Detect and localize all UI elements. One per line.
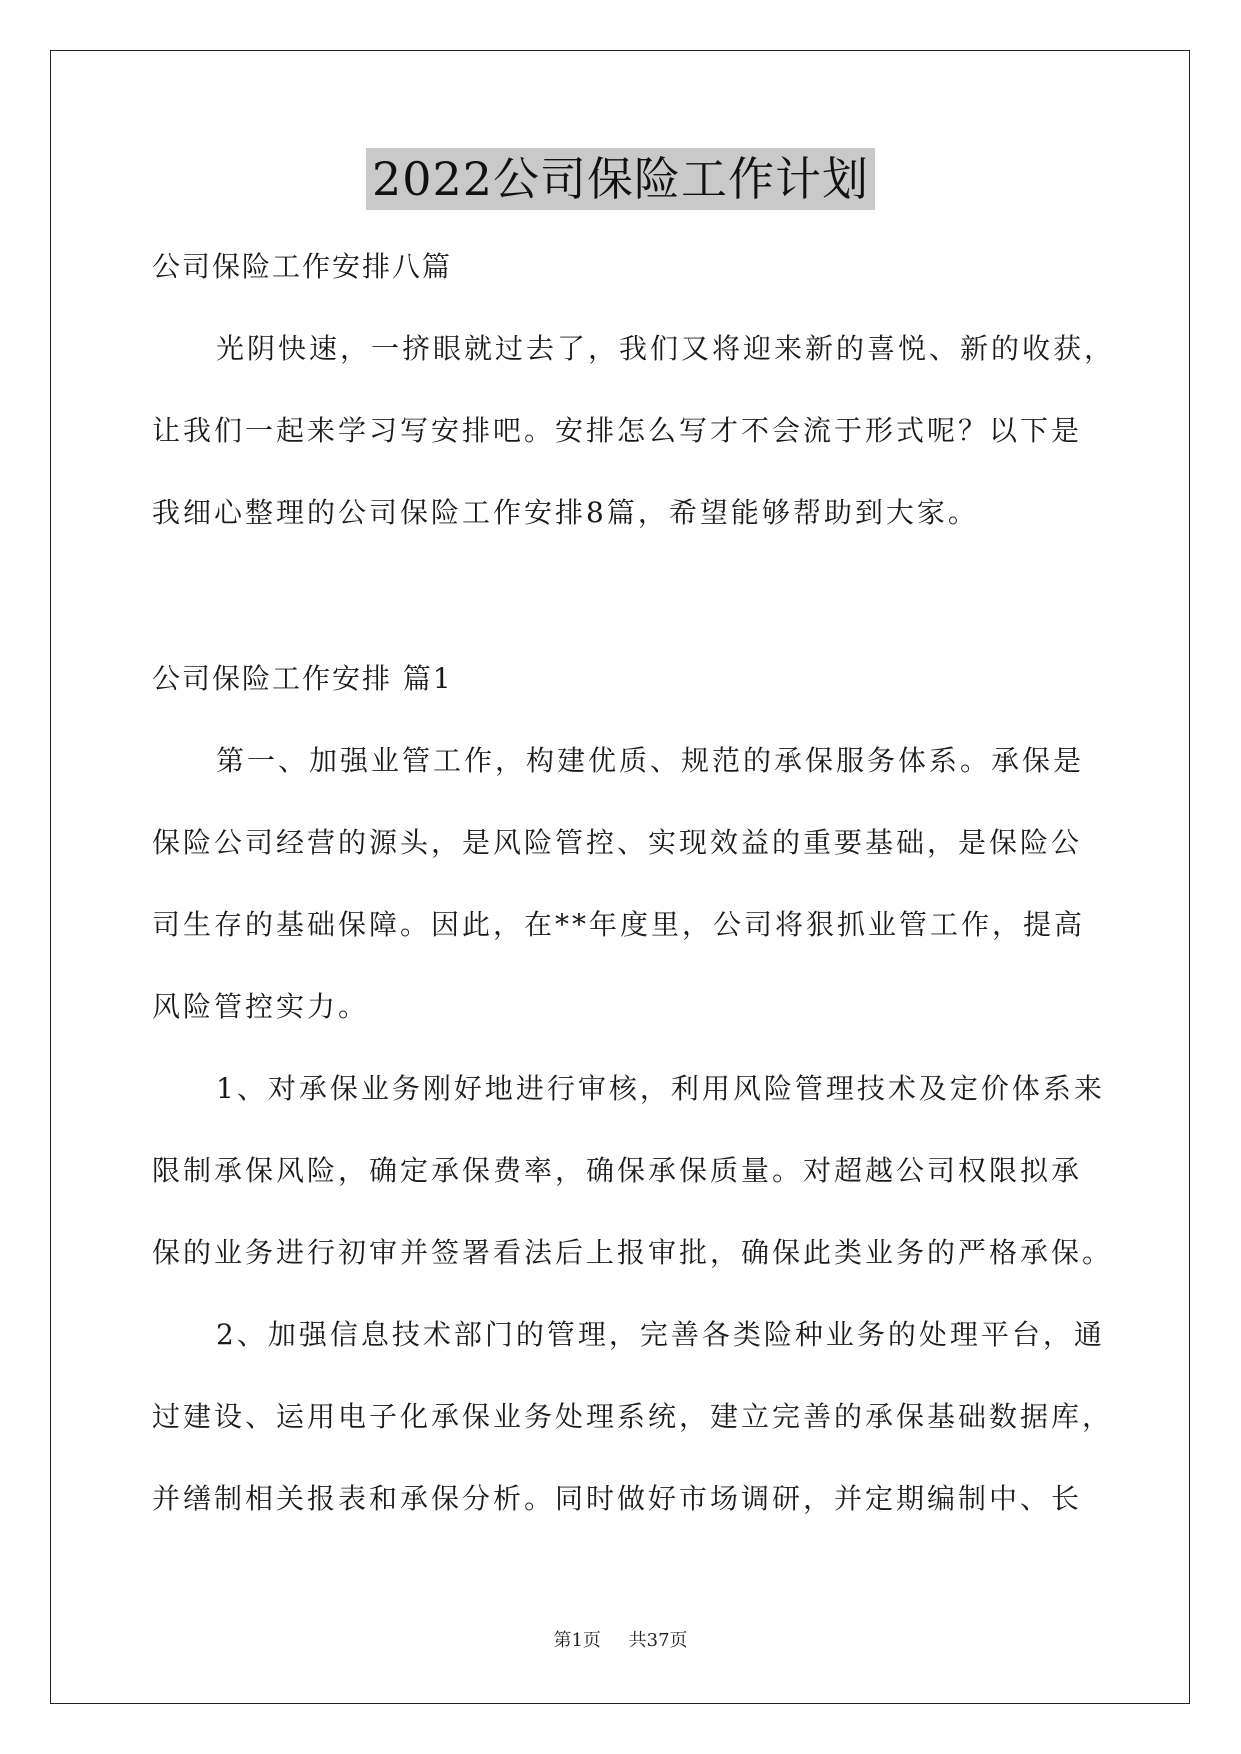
intro-paragraph <box>152 308 1116 554</box>
paragraph-2 <box>152 1048 1114 1294</box>
paragraph-1 <box>152 720 1092 1048</box>
page-number: 第1页 <box>553 1630 601 1651</box>
text-line: 并缮制相关报表和承保分析。同时做好市场调研，并定期编制中、长 <box>152 1482 1083 1515</box>
text-line: 过建设、运用电子化承保业务处理系统，建立完善的承保基础数据库， <box>152 1400 1114 1433</box>
text-line: 司生存的基础保障。因此，在**年度里，公司将狠抓业管工作，提高 <box>152 908 1086 941</box>
text-line: 1、对承保业务刚好地进行审核，利用风险管理技术及定价体系来 <box>216 1072 1105 1105</box>
text-line: 限制承保风险，确定承保费率，确保承保质量。对超越公司权限拟承 <box>152 1154 1083 1187</box>
page-total: 共37页 <box>628 1630 688 1651</box>
text-line: 光阴快速，一挤眼就过去了，我们又将迎来新的喜悦、新的收获， <box>216 332 1116 365</box>
text-line: 保的业务进行初审并签署看法后上报审批，确保此类业务的严格承保。 <box>152 1236 1114 1269</box>
text-line: 让我们一起来学习写安排吧。安排怎么写才不会流于形式呢？以下是 <box>152 414 1083 447</box>
paragraph-3 <box>152 1294 1114 1540</box>
document-subtitle: 公司保险工作安排八篇 <box>152 250 453 283</box>
text-line: 风险管控实力。 <box>152 990 370 1023</box>
page-footer <box>0 1626 1241 1652</box>
text-line: 第一、加强业管工作，构建优质、规范的承保服务体系。承保是 <box>216 744 1085 777</box>
text-line: 我细心整理的公司保险工作安排8篇，希望能够帮助到大家。 <box>152 496 979 529</box>
document-body <box>152 226 1116 1540</box>
text-line: 保险公司经营的源头，是风险管控、实现效益的重要基础，是保险公 <box>152 826 1083 859</box>
spacer <box>152 554 1092 638</box>
title-container <box>0 148 1241 210</box>
section-heading: 公司保险工作安排 篇1 <box>152 662 453 695</box>
text-line: 2、加强信息技术部门的管理，完善各类险种业务的处理平台，通 <box>216 1318 1105 1351</box>
document-title: 2022公司保险工作计划 <box>366 148 875 210</box>
